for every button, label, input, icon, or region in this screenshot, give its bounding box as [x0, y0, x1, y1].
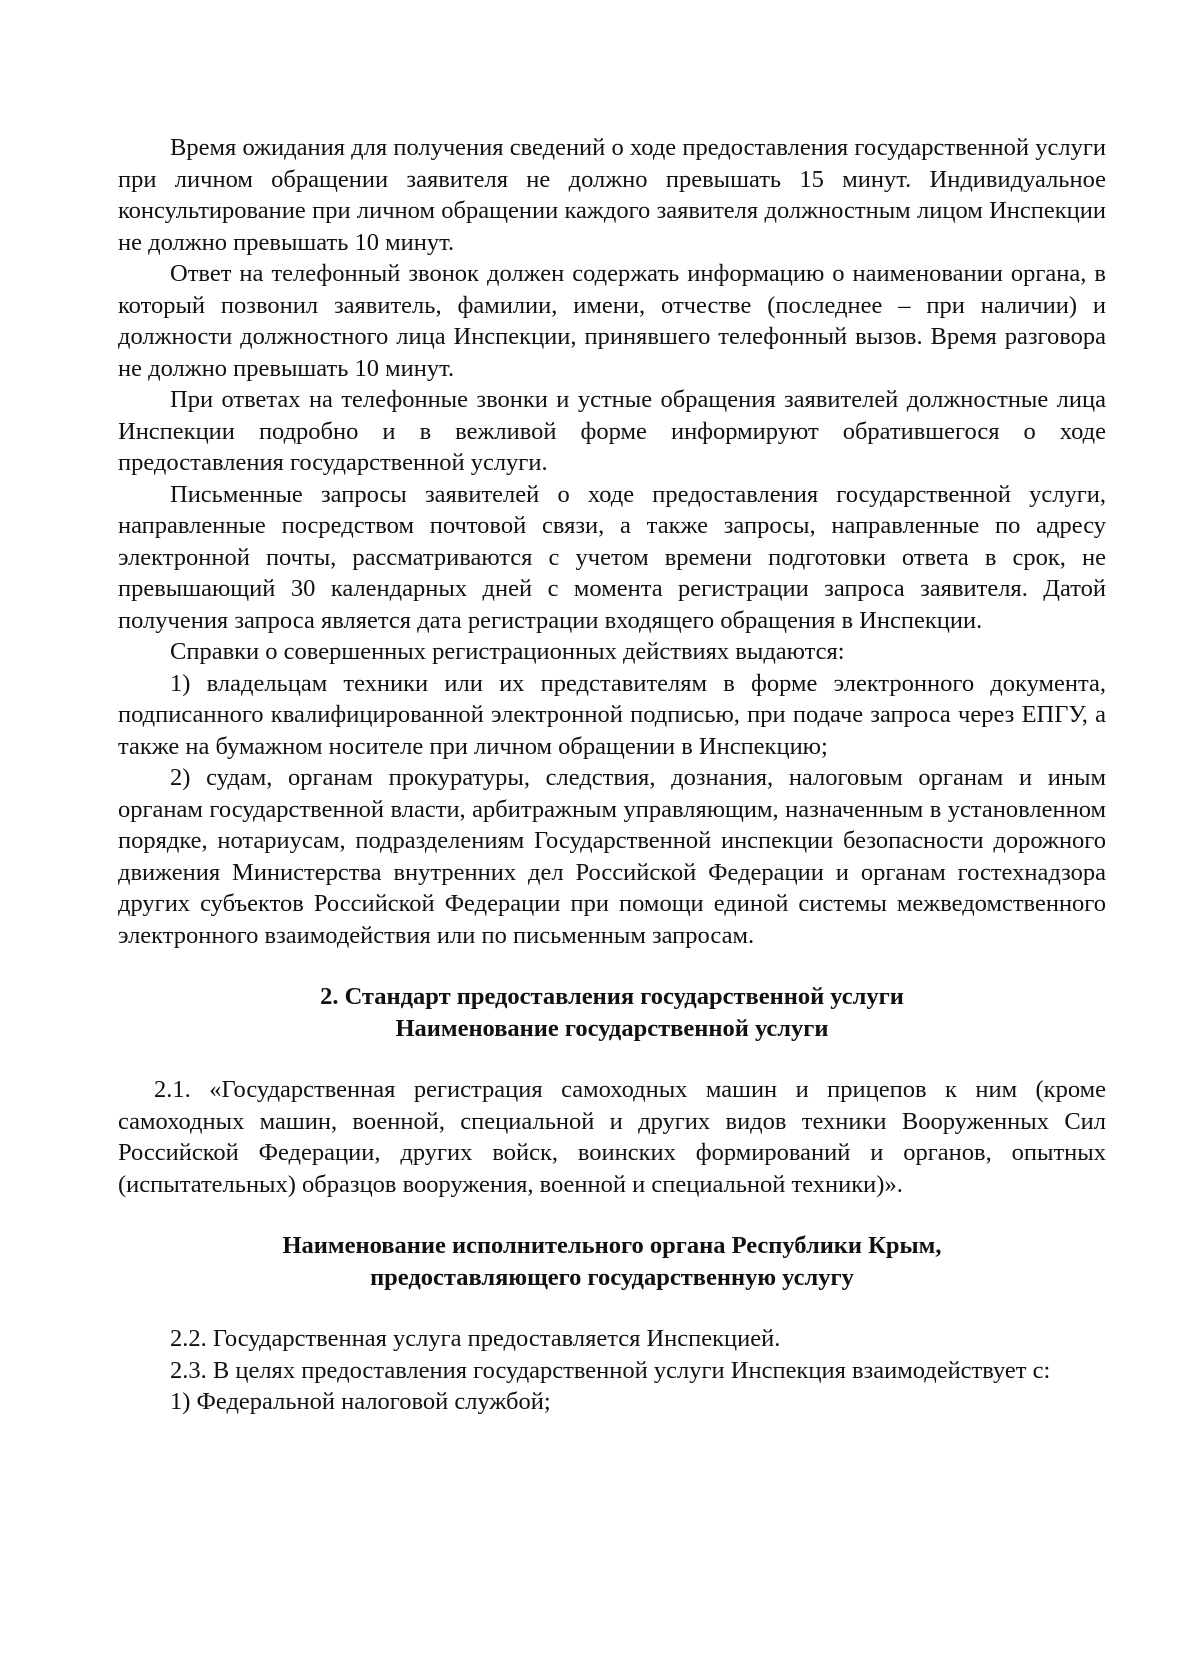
paragraph-written-requests: Письменные запросы заявителей о ходе предоставления государственной услуги, направленные посредством почтовой связи, а также запросы, направленные по адресу электронной почты, рассматриваются с учетом времени подготовки ответа в срок, не превышающий 30 календарных дней с момента регистрации запроса заявителя. Датой получения запроса является дата регистрации входящего обращения в Инспекции.	[118, 480, 1106, 634]
paragraph-phone-answer: Ответ на телефонный звонок должен содержать информацию о наименовании органа, в который позвонил заявитель, фамилии, имени, отчестве (последнее – при наличии) и должности должностного лица Инспекции, принявшего телефонный вызов. Время разговора не должно превышать 10 минут.	[118, 260, 1106, 382]
paragraph-2-1: 2.1. «Государственная регистрация самоходных машин и прицепов к ним (кроме самоходных машин, военной, специальной и других видов техники Вооруженных Сил Российской Федерации, других войск, воинских формирований и органов, опытных (испытательных) образцов вооружения, военной и специальной техники)».	[118, 1076, 1106, 1198]
section-2-title: 2. Стандарт предоставления государственной услуги	[320, 983, 904, 1010]
paragraph-waiting-time: Время ожидания для получения сведений о ходе предоставления государственной услуги при личном обращении заявителя не должно превышать 15 минут. Индивидуальное консультирование при личном обращении каждого заявителя должностным лицом Инспекции не должно превышать 10 минут.	[118, 134, 1106, 256]
paragraph-2-2: 2.2. Государственная услуга предоставляется Инспекцией.	[170, 1325, 781, 1352]
paragraph-phone-replies: При ответах на телефонные звонки и устные обращения заявителей должностные лица Инспекции подробно и в вежливой форме информируют обратившегося о ходе предоставления государственной услуги.	[118, 386, 1106, 476]
section-2-heading	[118, 981, 1106, 1044]
executive-body-title: Наименование исполнительного органа Республики Крым,	[282, 1232, 942, 1259]
executive-body-heading	[118, 1230, 1106, 1293]
list-item-owners: 1) владельцам техники или их представителям в форме электронного документа, подписанного квалифицированной электронной подписью, при подаче запроса через ЕПГУ, а также на бумажном носителе при личном обращении в Инспекцию;	[118, 669, 1106, 760]
list-item-courts: 2) судам, органам прокуратуры, следствия, дознания, налоговым органам и иным органам государственной власти, арбитражным управляющим, назначенным в установленном порядке, нотариусам, подразделениям Государственной инспекции безопасности дорожного движения Министерства внутренних дел Российской Федерации и органам гостехнадзора других субъектов Российской Федерации при помощи единой системы межведомственного электронного взаимодействия или по письменным запросам.	[118, 764, 1106, 949]
document-page	[118, 132, 1106, 1418]
paragraph-certificates-intro: Справки о совершенных регистрационных действиях выдаются:	[170, 638, 845, 665]
executive-body-subtitle: предоставляющего государственную услугу	[370, 1263, 854, 1291]
paragraph-2-3: 2.3. В целях предоставления государственной услуги Инспекция взаимодействует с:	[170, 1356, 1051, 1384]
service-name-subtitle: Наименование государственной услуги	[395, 1014, 829, 1042]
list-item-tax-service: 1) Федеральной налоговой службой;	[170, 1388, 551, 1415]
